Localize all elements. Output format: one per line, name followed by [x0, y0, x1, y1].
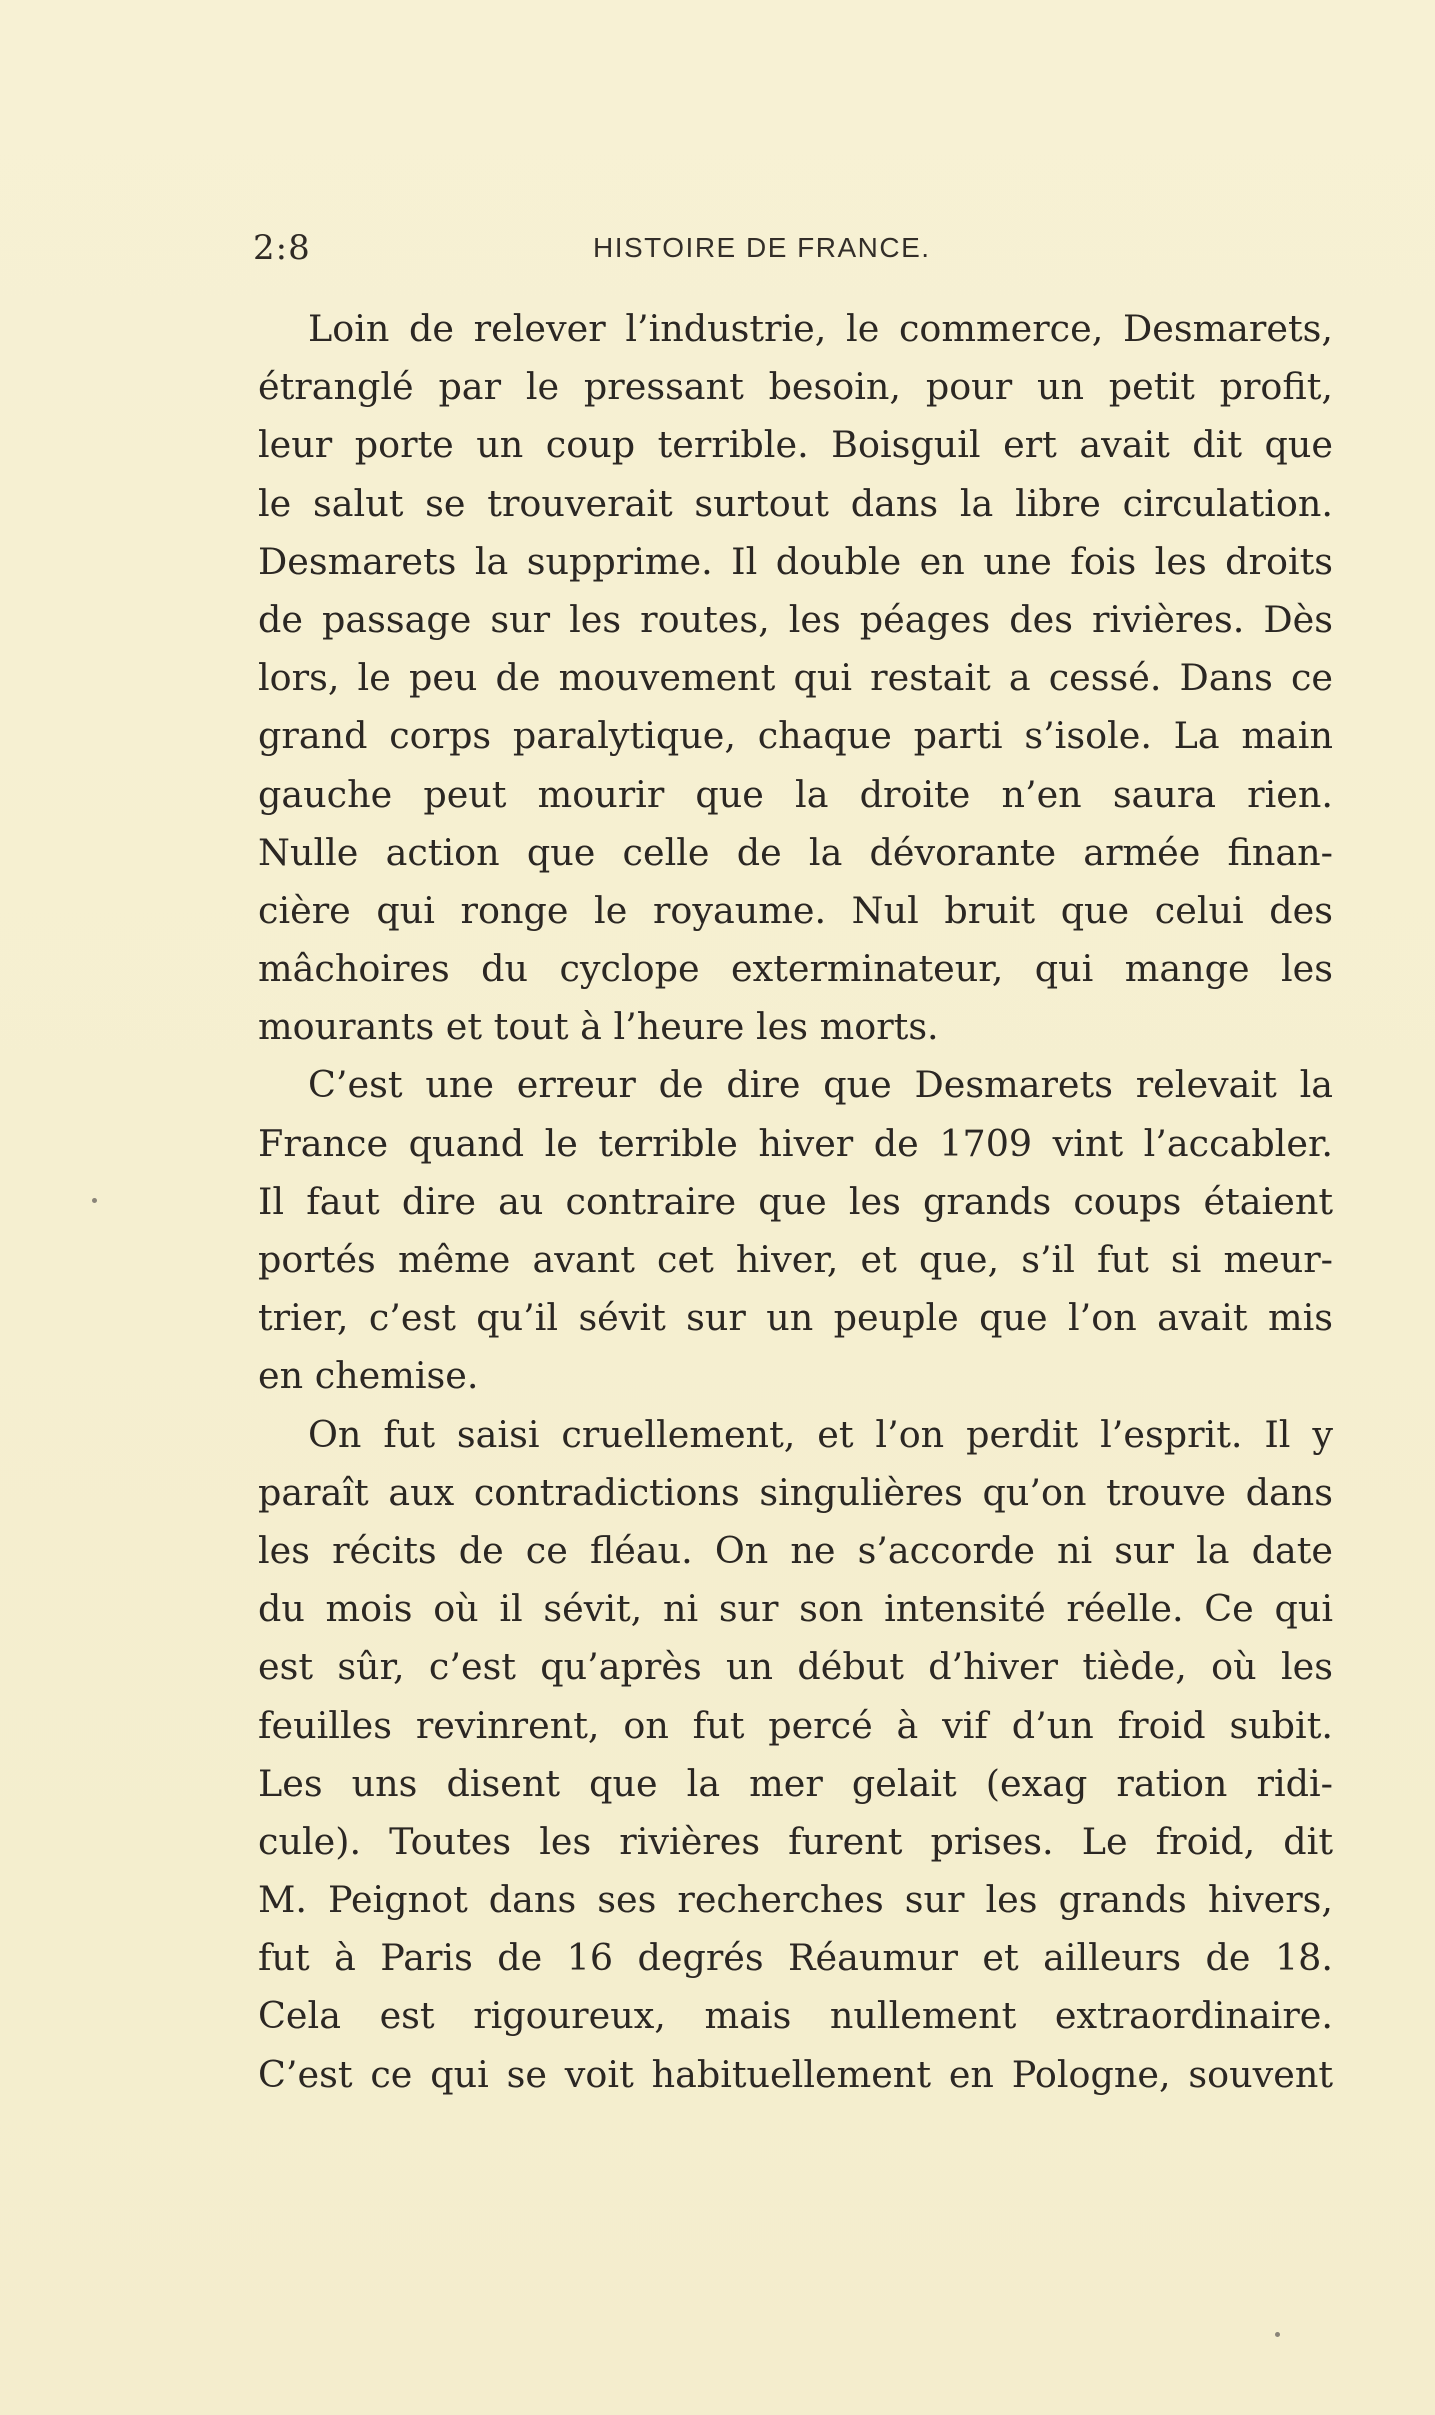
paper-speck	[92, 1198, 97, 1203]
text-line: Les uns disent que la mer gelait (exag ration ridi-	[258, 1761, 1333, 1805]
text-line: Nulle action que celle de la dévorante armée finan-	[258, 830, 1333, 874]
text-line: lors, le peu de mouvement qui restait a cessé. Dans ce	[258, 656, 1333, 700]
text-line: Loin de relever l’industrie, le commerce, Desmarets,	[308, 307, 1333, 350]
text-line: Cela est rigoureux, mais nullement extraordinaire.	[258, 1994, 1333, 2038]
running-title: HISTOIRE DE FRANCE.	[593, 232, 931, 263]
text-line: M. Peignot dans ses recherches sur les grands hivers,	[258, 1878, 1333, 1922]
text-line: France quand le terrible hiver de 1709 vint l’accabler.	[258, 1121, 1333, 1165]
text-line: les récits de ce fléau. On ne s’accorde ni sur la date	[258, 1528, 1333, 1572]
text-line: C’est ce qui se voit habituellement en Pologne, souvent	[258, 2052, 1333, 2096]
text-line: cule). Toutes les rivières furent prises. Le froid, dit	[258, 1819, 1333, 1863]
body-text	[258, 300, 1333, 2104]
text-line: en chemise.	[258, 1354, 479, 1398]
text-line: trier, c’est qu’il sévit sur un peuple que l’on avait mis	[258, 1296, 1333, 1340]
text-line: C’est une erreur de dire que Desmarets relevait la	[308, 1063, 1333, 1107]
text-line: grand corps paralytique, chaque parti s’isole. La main	[258, 714, 1333, 758]
text-line: mourants et tout à l’heure les morts.	[258, 1005, 939, 1049]
text-line: gauche peut mourir que la droite n’en saura rien.	[258, 772, 1333, 816]
text-line: du mois où il sévit, ni sur son intensité réelle. Ce qui	[258, 1587, 1333, 1631]
text-line: cière qui ronge le royaume. Nul bruit que celui des	[258, 888, 1333, 932]
text-line: portés même avant cet hiver, et que, s’il fut si meur-	[258, 1238, 1333, 1281]
text-line: leur porte un coup terrible. Boisguil ert avait dit que	[258, 423, 1333, 467]
text-line: feuilles revinrent, on fut percé à vif d’un froid subit.	[258, 1703, 1333, 1747]
text-line: fut à Paris de 16 degrés Réaumur et ailleurs de 18.	[258, 1936, 1333, 1980]
text-line: mâchoires du cyclope exterminateur, qui mange les	[258, 947, 1333, 991]
text-line: le salut se trouverait surtout dans la libre circulation.	[258, 481, 1333, 525]
text-line: Desmarets la supprime. Il double en une fois les droits	[258, 539, 1333, 583]
page-header	[253, 228, 1333, 278]
text-line: est sûr, c’est qu’après un début d’hiver tiède, où les	[258, 1645, 1333, 1689]
page-number: 2:8	[253, 228, 311, 268]
text-line: étranglé par le pressant besoin, pour un petit profit,	[258, 365, 1333, 409]
text-line: paraît aux contradictions singulières qu’on trouve dans	[258, 1470, 1333, 1514]
text-line: Il faut dire au contraire que les grands coups étaient	[258, 1179, 1333, 1223]
text-line: On fut saisi cruellement, et l’on perdit l’esprit. Il y	[308, 1412, 1333, 1456]
paper-speck	[1275, 2332, 1280, 2337]
text-line: de passage sur les routes, les péages des rivières. Dès	[258, 597, 1333, 641]
